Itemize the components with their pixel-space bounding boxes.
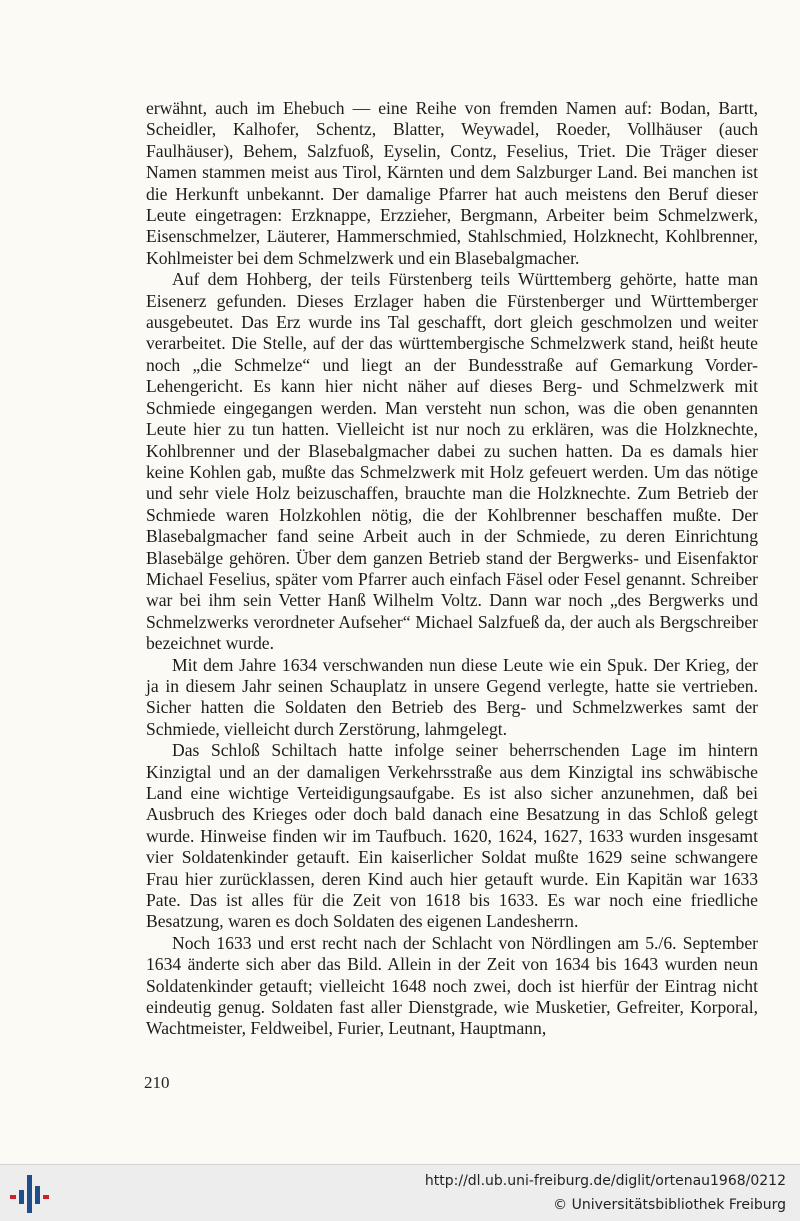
page-number: 210 [144,1073,170,1092]
ub-freiburg-logo-icon[interactable] [8,1173,52,1215]
paragraph-2: Auf dem Hohberg, der teils Fürstenberg teils Württemberg gehörte, hatte man Eisenerz gefunden. Dieses Erzlager haben die Fürstenberger und Württemberger ausgebeutet. Das Erz wurde ins Tal geschafft, dort gleich geschmolzen und weiter verarbeitet. Die Stelle, auf der das württembergische Schmelzwerk stand, heißt heute noch „die Schmelze“ und liegt an der Bundesstraße auf Gemarkung Vorder-Lehengericht. Es kann hier nicht näher auf dieses Berg- und Schmelzwerk mit Schmiede eingegangen werden. Man versteht nun schon, was die oben genannten Leute hier zu tun hatten. Vielleicht ist nur noch zu erklären, was die Holzknechte, Kohlbrenner und der Blasebalgmacher dabei zu suchen hatten. Da es damals hier keine Kohlen gab, mußte das Schmelzwerk mit Holz gefeuert werden. Um das nötige und sehr viele Holz beizuschaffen, brauchte man die Holzknechte. Zum Betrieb der Schmiede waren Holzkohlen nötig, die der Kohlbrenner beschaffen mußte. Der Blasebalgmacher fand seine Arbeit auch in der Schmiede, zu deren Einrichtung Blasebälge gehören. Über dem ganzen Betrieb stand der Bergwerks- und Eisenfaktor Michael Feselius, später vom Pfarrer auch einfach Fäsel oder Fesel genannt. Schreiber war bei ihm sein Vetter Hanß Wilhelm Voltz. Dann war noch „des Bergwerks und Schmelzwerks verordneter Aufseher“ Michael Salzfueß da, der auch als Bergschreiber bezeichnet wurde. [146,269,758,654]
paragraph-3: Mit dem Jahre 1634 verschwanden nun diese Leute wie ein Spuk. Der Krieg, der ja in diesem Jahr seinen Schauplatz in unsere Gegend verlegte, hatte sie vertrieben. Sicher hatten die Soldaten den Betrieb des Berg- und Schmelzwerkes samt der Schmiede, vielleicht durch Zerstörung, lahmgelegt. [146,654,758,739]
viewer-footer [0,1164,800,1221]
copyright-text: © Universitätsbibliothek Freiburg [553,1197,786,1213]
source-url-link[interactable]: http://dl.ub.uni-freiburg.de/diglit/ortenau1968/0212 [424,1173,786,1189]
paragraph-1: erwähnt, auch im Ehebuch — eine Reihe von fremden Namen auf: Bodan, Bartt, Scheidler, Kalhofer, Schentz, Blatter, Weywadel, Roeder, Vollhäuser (auch Faulhäuser), Behem, Salzfuoß, Eyselin, Contz, Feselius, Triet. Die Träger dieser Namen stammen meist aus Tirol, Kärnten und dem Salzburger Land. Bei manchen ist die Herkunft unbekannt. Der damalige Pfarrer hat auch meistens den Beruf dieser Leute eingetragen: Erzknappe, Erzzieher, Bergmann, Arbeiter beim Schmelzwerk, Eisenschmelzer, Läuterer, Hammerschmied, Stahlschmied, Holzknecht, Kohlbrenner, Kohlmeister bei dem Schmelzwerk und ein Blasebalgmacher. [146,98,758,268]
paragraph-5: Noch 1633 und erst recht nach der Schlacht von Nördlingen am 5./6. September 1634 änderte sich aber das Bild. Allein in der Zeit von 1634 bis 1643 wurden neun Soldatenkinder getauft; vielleicht 1648 noch zwei, doch ist hierfür der Eintrag nicht eindeutig genug. Soldaten fast aller Dienstgrade, wie Musketier, Gefreiter, Korporal, Wachtmeister, Feldweibel, Furier, Leutnant, Hauptmann, [146,932,758,1039]
body-text [146,98,758,1040]
paragraph-4: Das Schloß Schiltach hatte infolge seiner beherrschenden Lage im hintern Kinzigtal und an der damaligen Verkehrsstraße aus dem Kinzigtal ins schwäbische Land eine wichtige Verteidigungsaufgabe. Es ist also sicher anzunehmen, daß bei Ausbruch des Krieges oder doch bald danach eine Besatzung in das Schloß gelegt wurde. Hinweise finden wir im Taufbuch. 1620, 1624, 1627, 1633 wurden insgesamt vier Soldatenkinder getauft. Ein kaiserlicher Soldat mußte 1629 seine schwangere Frau hier zurücklassen, deren Kind auch hier getauft wurde. Ein Kapitän war 1633 Pate. Das ist alles für die Zeit von 1618 bis 1633. Es war noch eine friedliche Besatzung, waren es doch Soldaten des eigenen Landesherrn. [146,740,758,932]
